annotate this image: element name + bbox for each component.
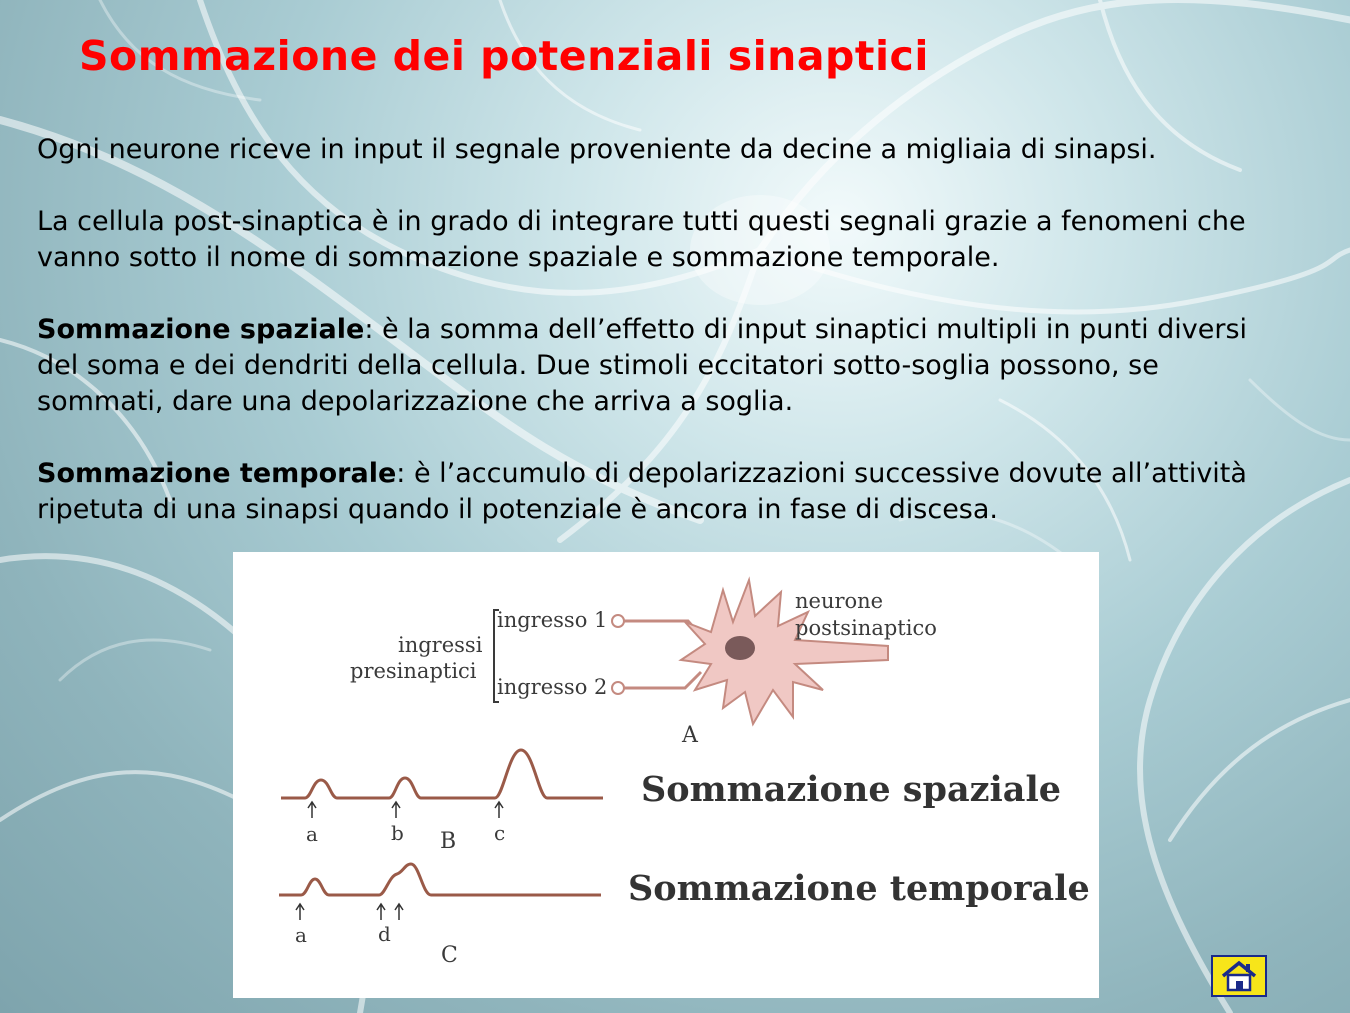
input-2-label: ingresso 2 [497, 675, 608, 699]
spatial-summation-text: : è la somma dell’effetto di input sinaptici multipli in punti diversi del soma e dei dendriti della cellula. Due stimoli eccitatori sotto-soglia possono, se sommati, dare una depolarizzazione che arriva a soglia. [37, 314, 1248, 417]
marker-a: a [306, 822, 318, 846]
panel-b-label: B [440, 829, 457, 854]
input-1-label: ingresso 1 [497, 608, 608, 632]
stimulus-a-arrow [308, 802, 316, 818]
spatial-summation-term: Sommazione spaziale [37, 314, 365, 345]
inputs-label-line1: ingressi [398, 633, 483, 657]
summation-figure [233, 552, 1099, 998]
home-button[interactable] [1211, 955, 1267, 997]
input-2-terminal [612, 682, 624, 694]
marker-d: d [378, 922, 391, 946]
input-2-axon [624, 672, 701, 688]
spatial-summation-paragraph [37, 312, 1252, 420]
neuron-label-line1: neurone [795, 589, 884, 613]
integration-paragraph: La cellula post-sinaptica è in grado di integrare tutti questi segnali grazie a fenomeni che vanno sotto il nome di sommazione spaziale e sommazione temporale. [37, 206, 1246, 273]
temporal-summation-trace [279, 864, 601, 895]
stimulus-d1-arrow [377, 904, 385, 920]
stimulus-a2-arrow [296, 904, 304, 920]
stimulus-c-arrow [495, 802, 503, 818]
temporal-summation-paragraph [37, 456, 1252, 528]
marker-b: b [391, 821, 404, 845]
panel-c-label: C [441, 943, 458, 968]
home-icon [1213, 957, 1265, 995]
inputs-label-line2: presinaptici [350, 659, 477, 683]
spatial-summation-trace [281, 750, 603, 798]
temporal-summation-text: : è l’accumulo di depolarizzazioni successive dovute all’attività ripetuta di una sinapsi quando il potenziale è ancora in fase di discesa. [37, 458, 1247, 525]
neuron-label-line2: postsinaptico [795, 616, 937, 640]
stimulus-d2-arrow [395, 904, 403, 920]
stimulus-b-arrow [392, 802, 400, 818]
slide-body [37, 132, 1252, 564]
panel-a-label: A [682, 723, 698, 748]
temporal-summation-heading: Sommazione temporale [628, 868, 1090, 909]
marker-c: c [494, 821, 506, 845]
intro-paragraph: Ogni neurone riceve in input il segnale proveniente da decine a migliaia di sinapsi. [37, 134, 1157, 165]
marker-a2: a [295, 923, 307, 947]
temporal-summation-term: Sommazione temporale [37, 458, 397, 489]
neuron-nucleus [725, 636, 755, 660]
summation-diagram [233, 552, 1099, 998]
input-1-terminal [612, 615, 624, 627]
slide-title: Sommazione dei potenziali sinaptici [79, 32, 929, 80]
spatial-summation-heading: Sommazione spaziale [641, 769, 1062, 810]
